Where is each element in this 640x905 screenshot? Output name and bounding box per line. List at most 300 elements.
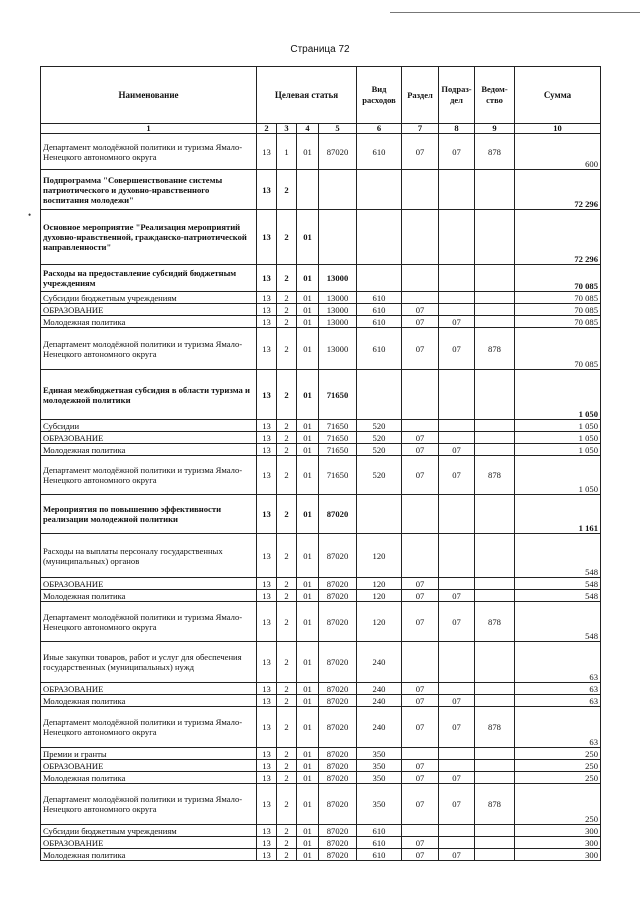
razdel-cell: 07 <box>402 328 439 370</box>
target-code-5 <box>319 210 357 265</box>
target-code-3: 2 <box>277 432 297 444</box>
podrazdel-cell <box>439 760 475 772</box>
row-name: Молодежная политика <box>41 849 257 861</box>
sum-cell: 1 050 <box>515 432 601 444</box>
podrazdel-cell: 07 <box>439 707 475 748</box>
target-code-2: 13 <box>257 456 277 495</box>
target-code-4: 01 <box>297 495 319 534</box>
target-code-2: 13 <box>257 748 277 760</box>
target-code-4: 01 <box>297 825 319 837</box>
target-code-2: 13 <box>257 642 277 683</box>
row-name: Субсидии бюджетным учреждениям <box>41 292 257 304</box>
sum-cell: 548 <box>515 534 601 578</box>
sum-cell: 1 050 <box>515 444 601 456</box>
table-row <box>41 695 601 707</box>
table-row <box>41 304 601 316</box>
target-code-3: 2 <box>277 748 297 760</box>
target-code-4: 01 <box>297 695 319 707</box>
target-code-3: 2 <box>277 602 297 642</box>
target-code-5: 87020 <box>319 772 357 784</box>
vedomstvo-cell <box>475 695 515 707</box>
vid-cell: 120 <box>357 534 402 578</box>
podrazdel-cell <box>439 642 475 683</box>
vedomstvo-cell <box>475 590 515 602</box>
target-code-3: 2 <box>277 370 297 420</box>
sum-cell: 63 <box>515 683 601 695</box>
target-code-2: 13 <box>257 772 277 784</box>
target-code-5: 71650 <box>319 444 357 456</box>
vid-cell <box>357 210 402 265</box>
vedomstvo-cell <box>475 265 515 292</box>
table-row <box>41 772 601 784</box>
header-summa: Сумма <box>515 67 601 124</box>
target-code-5: 13000 <box>319 304 357 316</box>
target-code-2: 13 <box>257 328 277 370</box>
vedomstvo-cell: 878 <box>475 328 515 370</box>
vid-cell: 610 <box>357 837 402 849</box>
razdel-cell: 07 <box>402 578 439 590</box>
podrazdel-cell: 07 <box>439 444 475 456</box>
razdel-cell: 07 <box>402 304 439 316</box>
vedomstvo-cell <box>475 495 515 534</box>
table-row <box>41 825 601 837</box>
vedomstvo-cell: 878 <box>475 456 515 495</box>
target-code-2: 13 <box>257 495 277 534</box>
razdel-cell: 07 <box>402 683 439 695</box>
target-code-2: 13 <box>257 825 277 837</box>
razdel-cell <box>402 748 439 760</box>
header-vid: Вид расходов <box>357 67 402 124</box>
sum-cell: 70 085 <box>515 316 601 328</box>
column-number: 3 <box>277 124 297 134</box>
sum-cell: 548 <box>515 578 601 590</box>
target-code-2: 13 <box>257 210 277 265</box>
vid-cell: 520 <box>357 420 402 432</box>
row-name: Молодежная политика <box>41 695 257 707</box>
target-code-2: 13 <box>257 683 277 695</box>
vid-cell: 610 <box>357 304 402 316</box>
vid-cell: 610 <box>357 328 402 370</box>
vid-cell: 240 <box>357 683 402 695</box>
sum-cell: 63 <box>515 695 601 707</box>
column-number: 5 <box>319 124 357 134</box>
target-code-4: 01 <box>297 328 319 370</box>
target-code-5: 87020 <box>319 642 357 683</box>
sum-cell: 70 085 <box>515 304 601 316</box>
vedomstvo-cell <box>475 304 515 316</box>
table-row <box>41 534 601 578</box>
target-code-2: 13 <box>257 590 277 602</box>
target-code-4: 01 <box>297 534 319 578</box>
razdel-cell <box>402 170 439 210</box>
podrazdel-cell: 07 <box>439 849 475 861</box>
podrazdel-cell <box>439 534 475 578</box>
sum-cell: 250 <box>515 760 601 772</box>
razdel-cell <box>402 534 439 578</box>
table-row <box>41 707 601 748</box>
vedomstvo-cell <box>475 444 515 456</box>
target-code-5: 71650 <box>319 456 357 495</box>
vid-cell: 240 <box>357 642 402 683</box>
vedomstvo-cell <box>475 534 515 578</box>
target-code-3: 2 <box>277 456 297 495</box>
razdel-cell: 07 <box>402 784 439 825</box>
podrazdel-cell: 07 <box>439 602 475 642</box>
target-code-5: 87020 <box>319 578 357 590</box>
target-code-2: 13 <box>257 837 277 849</box>
table-row <box>41 328 601 370</box>
table-row <box>41 292 601 304</box>
table-row <box>41 265 601 292</box>
target-code-2: 13 <box>257 784 277 825</box>
vid-cell <box>357 265 402 292</box>
sum-cell: 250 <box>515 784 601 825</box>
vedomstvo-cell <box>475 292 515 304</box>
razdel-cell <box>402 495 439 534</box>
vid-cell: 610 <box>357 134 402 170</box>
target-code-5: 13000 <box>319 265 357 292</box>
razdel-cell: 07 <box>402 456 439 495</box>
razdel-cell: 07 <box>402 432 439 444</box>
vedomstvo-cell <box>475 170 515 210</box>
vid-cell: 610 <box>357 316 402 328</box>
vedomstvo-cell <box>475 849 515 861</box>
vedomstvo-cell <box>475 642 515 683</box>
table-row <box>41 370 601 420</box>
target-code-5 <box>319 170 357 210</box>
budget-table <box>40 66 601 861</box>
target-code-2: 13 <box>257 370 277 420</box>
target-code-5: 87020 <box>319 683 357 695</box>
row-name: Департамент молодёжной политики и туризма Ямало-Ненецкого автономного округа <box>41 602 257 642</box>
target-code-3: 2 <box>277 683 297 695</box>
target-code-2: 13 <box>257 707 277 748</box>
vid-cell: 520 <box>357 444 402 456</box>
target-code-4: 01 <box>297 784 319 825</box>
row-name: Молодежная политика <box>41 444 257 456</box>
podrazdel-cell: 07 <box>439 784 475 825</box>
target-code-2: 13 <box>257 695 277 707</box>
target-code-4: 01 <box>297 578 319 590</box>
target-code-3: 2 <box>277 304 297 316</box>
target-code-3: 2 <box>277 210 297 265</box>
table-row <box>41 316 601 328</box>
target-code-5: 87020 <box>319 849 357 861</box>
target-code-5: 87020 <box>319 134 357 170</box>
row-name: Субсидии <box>41 420 257 432</box>
row-name: Департамент молодёжной политики и туризма Ямало-Ненецкого автономного округа <box>41 456 257 495</box>
sum-cell: 300 <box>515 837 601 849</box>
row-name: Субсидии бюджетным учреждениям <box>41 825 257 837</box>
target-code-5: 87020 <box>319 590 357 602</box>
vedomstvo-cell: 878 <box>475 134 515 170</box>
vid-cell: 240 <box>357 695 402 707</box>
sum-cell: 72 296 <box>515 210 601 265</box>
sum-cell: 1 050 <box>515 456 601 495</box>
target-code-4: 01 <box>297 707 319 748</box>
vid-cell: 610 <box>357 849 402 861</box>
target-code-4: 01 <box>297 456 319 495</box>
target-code-3: 2 <box>277 265 297 292</box>
podrazdel-cell <box>439 370 475 420</box>
row-name: Молодежная политика <box>41 316 257 328</box>
razdel-cell: 07 <box>402 602 439 642</box>
target-code-3: 2 <box>277 292 297 304</box>
sum-cell: 1 161 <box>515 495 601 534</box>
razdel-cell: 07 <box>402 772 439 784</box>
razdel-cell: 07 <box>402 849 439 861</box>
target-code-4: 01 <box>297 432 319 444</box>
razdel-cell <box>402 265 439 292</box>
podrazdel-cell: 07 <box>439 134 475 170</box>
target-code-4: 01 <box>297 420 319 432</box>
table-row <box>41 210 601 265</box>
row-name: Департамент молодёжной политики и туризма Ямало-Ненецкого автономного округа <box>41 328 257 370</box>
sum-cell: 70 085 <box>515 328 601 370</box>
sum-cell: 1 050 <box>515 370 601 420</box>
target-code-2: 13 <box>257 444 277 456</box>
vedomstvo-cell <box>475 370 515 420</box>
table-row <box>41 602 601 642</box>
podrazdel-cell: 07 <box>439 695 475 707</box>
podrazdel-cell <box>439 304 475 316</box>
razdel-cell: 07 <box>402 590 439 602</box>
podrazdel-cell <box>439 210 475 265</box>
target-code-3: 2 <box>277 837 297 849</box>
header-name: Наименование <box>41 67 257 124</box>
row-name: Департамент молодёжной политики и туризма Ямало-Ненецкого автономного округа <box>41 784 257 825</box>
target-code-5: 87020 <box>319 760 357 772</box>
target-code-3: 2 <box>277 420 297 432</box>
sum-cell: 1 050 <box>515 420 601 432</box>
target-code-2: 13 <box>257 316 277 328</box>
column-numbers-row <box>41 124 601 134</box>
vid-cell: 350 <box>357 760 402 772</box>
vedomstvo-cell <box>475 420 515 432</box>
vid-cell <box>357 170 402 210</box>
sum-cell: 548 <box>515 602 601 642</box>
target-code-3: 2 <box>277 825 297 837</box>
vid-cell: 350 <box>357 772 402 784</box>
target-code-5: 87020 <box>319 602 357 642</box>
target-code-2: 13 <box>257 602 277 642</box>
header-razdel: Раздел <box>402 67 439 124</box>
target-code-2: 13 <box>257 265 277 292</box>
target-code-4: 01 <box>297 748 319 760</box>
razdel-cell <box>402 370 439 420</box>
vid-cell: 120 <box>357 578 402 590</box>
row-name: Молодежная политика <box>41 772 257 784</box>
podrazdel-cell: 07 <box>439 772 475 784</box>
target-code-5: 71650 <box>319 370 357 420</box>
target-code-5: 87020 <box>319 495 357 534</box>
target-code-2: 13 <box>257 134 277 170</box>
sum-cell: 70 085 <box>515 265 601 292</box>
podrazdel-cell: 07 <box>439 316 475 328</box>
target-code-3: 2 <box>277 328 297 370</box>
razdel-cell: 07 <box>402 695 439 707</box>
target-code-5: 87020 <box>319 707 357 748</box>
column-number: 6 <box>357 124 402 134</box>
target-code-2: 13 <box>257 170 277 210</box>
target-code-4: 01 <box>297 444 319 456</box>
table-row <box>41 495 601 534</box>
table-row <box>41 456 601 495</box>
column-number: 7 <box>402 124 439 134</box>
sum-cell: 300 <box>515 849 601 861</box>
target-code-4: 01 <box>297 316 319 328</box>
row-name: ОБРАЗОВАНИЕ <box>41 760 257 772</box>
razdel-cell <box>402 825 439 837</box>
header-podrazdel: Подраз-дел <box>439 67 475 124</box>
vedomstvo-cell <box>475 432 515 444</box>
target-code-4: 01 <box>297 590 319 602</box>
target-code-4: 01 <box>297 772 319 784</box>
page-title: Страница 72 <box>290 44 350 55</box>
target-code-3: 1 <box>277 134 297 170</box>
target-code-4 <box>297 170 319 210</box>
row-name: ОБРАЗОВАНИЕ <box>41 432 257 444</box>
vid-cell: 610 <box>357 292 402 304</box>
vid-cell: 350 <box>357 748 402 760</box>
column-number: 9 <box>475 124 515 134</box>
vedomstvo-cell: 878 <box>475 602 515 642</box>
vedomstvo-cell <box>475 683 515 695</box>
razdel-cell: 07 <box>402 760 439 772</box>
row-name: Департамент молодёжной политики и туризма Ямало-Ненецкого автономного округа <box>41 134 257 170</box>
vedomstvo-cell <box>475 837 515 849</box>
podrazdel-cell <box>439 265 475 292</box>
razdel-cell <box>402 642 439 683</box>
target-code-5: 71650 <box>319 432 357 444</box>
podrazdel-cell: 07 <box>439 590 475 602</box>
row-name: Мероприятия по повышению эффективности реализации молодежной политики <box>41 495 257 534</box>
vid-cell: 520 <box>357 456 402 495</box>
podrazdel-cell <box>439 292 475 304</box>
scan-top-rule <box>390 12 640 13</box>
vid-cell: 520 <box>357 432 402 444</box>
table-row <box>41 784 601 825</box>
target-code-4: 01 <box>297 265 319 292</box>
target-code-5: 13000 <box>319 328 357 370</box>
razdel-cell <box>402 292 439 304</box>
vedomstvo-cell <box>475 210 515 265</box>
header-vedomstvo: Ведом-ство <box>475 67 515 124</box>
column-number: 10 <box>515 124 601 134</box>
row-name: ОБРАЗОВАНИЕ <box>41 578 257 590</box>
target-code-2: 13 <box>257 420 277 432</box>
razdel-cell <box>402 420 439 432</box>
razdel-cell: 07 <box>402 134 439 170</box>
column-number: 1 <box>41 124 257 134</box>
vedomstvo-cell <box>475 760 515 772</box>
vedomstvo-cell <box>475 316 515 328</box>
row-name: ОБРАЗОВАНИЕ <box>41 304 257 316</box>
column-number: 2 <box>257 124 277 134</box>
target-code-3: 2 <box>277 578 297 590</box>
target-code-5: 87020 <box>319 825 357 837</box>
sum-cell: 548 <box>515 590 601 602</box>
podrazdel-cell: 07 <box>439 328 475 370</box>
target-code-3: 2 <box>277 590 297 602</box>
vid-cell: 610 <box>357 825 402 837</box>
target-code-4: 01 <box>297 642 319 683</box>
sum-cell: 63 <box>515 707 601 748</box>
target-code-4: 01 <box>297 370 319 420</box>
target-code-3: 2 <box>277 707 297 748</box>
table-row <box>41 134 601 170</box>
podrazdel-cell <box>439 495 475 534</box>
header-target: Целевая статья <box>257 67 357 124</box>
table-row <box>41 578 601 590</box>
target-code-5: 13000 <box>319 316 357 328</box>
razdel-cell <box>402 210 439 265</box>
table-row <box>41 683 601 695</box>
table-row <box>41 170 601 210</box>
target-code-3: 2 <box>277 642 297 683</box>
target-code-5: 13000 <box>319 292 357 304</box>
target-code-3: 2 <box>277 170 297 210</box>
razdel-cell: 07 <box>402 707 439 748</box>
sum-cell: 600 <box>515 134 601 170</box>
podrazdel-cell <box>439 578 475 590</box>
vid-cell <box>357 495 402 534</box>
vid-cell: 240 <box>357 707 402 748</box>
vedomstvo-cell <box>475 772 515 784</box>
row-name: Расходы на выплаты персоналу государственных (муниципальных) органов <box>41 534 257 578</box>
column-number: 4 <box>297 124 319 134</box>
target-code-2: 13 <box>257 432 277 444</box>
target-code-2: 13 <box>257 304 277 316</box>
target-code-3: 2 <box>277 695 297 707</box>
row-name: Подпрограмма "Совершенствование системы патриотического и духовно-нравственного воспитания молодежи" <box>41 170 257 210</box>
vedomstvo-cell: 878 <box>475 707 515 748</box>
target-code-3: 2 <box>277 784 297 825</box>
target-code-4: 01 <box>297 134 319 170</box>
target-code-4: 01 <box>297 292 319 304</box>
target-code-3: 2 <box>277 772 297 784</box>
target-code-4: 01 <box>297 849 319 861</box>
podrazdel-cell <box>439 420 475 432</box>
podrazdel-cell <box>439 432 475 444</box>
target-code-5: 71650 <box>319 420 357 432</box>
vid-cell: 350 <box>357 784 402 825</box>
target-code-5: 87020 <box>319 784 357 825</box>
target-code-3: 2 <box>277 534 297 578</box>
target-code-3: 2 <box>277 849 297 861</box>
table-row <box>41 748 601 760</box>
sum-cell: 63 <box>515 642 601 683</box>
row-name: Иные закупки товаров, работ и услуг для обеспечения государственных (муниципальных) нужд <box>41 642 257 683</box>
sum-cell: 70 085 <box>515 292 601 304</box>
table-row <box>41 760 601 772</box>
razdel-cell: 07 <box>402 837 439 849</box>
target-code-4: 01 <box>297 837 319 849</box>
podrazdel-cell <box>439 683 475 695</box>
row-name: Основное мероприятие "Реализация мероприятий духовно-нравственной, гражданско-патриотической направленности" <box>41 210 257 265</box>
target-code-3: 2 <box>277 495 297 534</box>
razdel-cell: 07 <box>402 316 439 328</box>
table-row <box>41 642 601 683</box>
target-code-3: 2 <box>277 444 297 456</box>
target-code-5: 87020 <box>319 748 357 760</box>
target-code-2: 13 <box>257 760 277 772</box>
podrazdel-cell <box>439 748 475 760</box>
vid-cell: 120 <box>357 602 402 642</box>
target-code-5: 87020 <box>319 695 357 707</box>
sum-cell: 72 296 <box>515 170 601 210</box>
sum-cell: 250 <box>515 772 601 784</box>
